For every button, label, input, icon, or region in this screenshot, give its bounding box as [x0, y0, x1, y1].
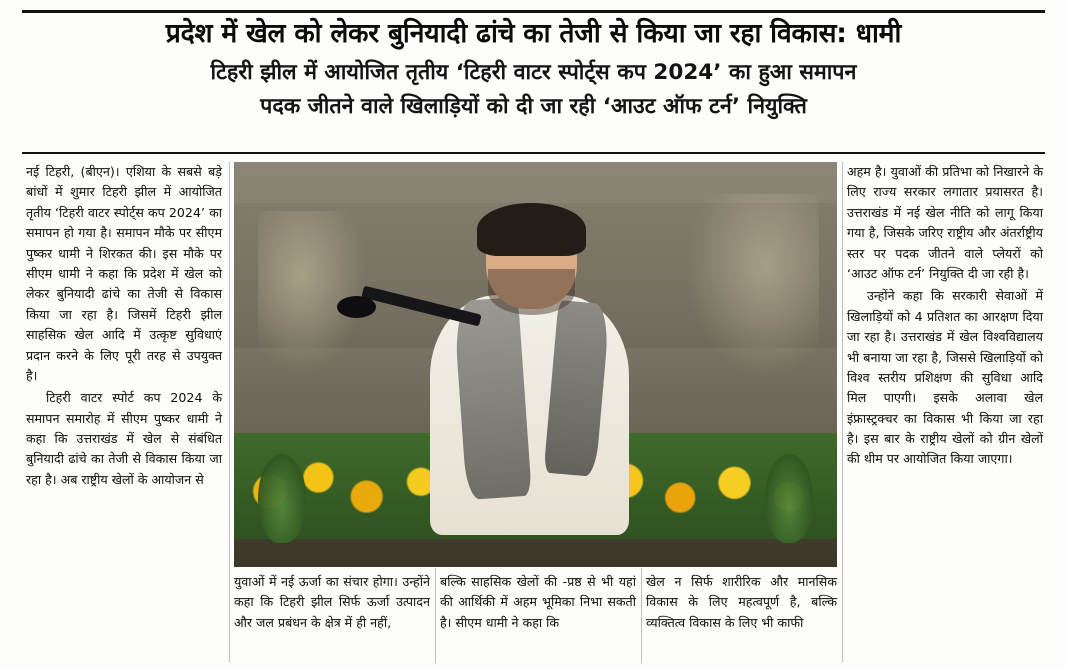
article-column-bottom-2	[440, 572, 636, 633]
column-divider	[435, 568, 436, 663]
photo-light-left	[258, 211, 367, 373]
page-title: प्रदेश में खेल को लेकर बुनियादी ढांचे का तेजी से किया जा रहा विकास: धामी	[165, 18, 902, 49]
column-divider	[229, 162, 230, 662]
column-divider	[842, 162, 843, 662]
photo-light-right	[686, 194, 819, 376]
headline-block	[22, 18, 1045, 121]
subheadline-2: पदक जीतने वाले खिलाड़ियों को दी जा रही ‘आउट ऑफ टर्न’ नियुक्ति	[260, 94, 807, 120]
article-column-right	[847, 162, 1043, 472]
top-divider	[22, 10, 1045, 13]
article-column-bottom-3	[646, 572, 837, 633]
photo-leaf	[258, 454, 306, 543]
subheadline-1: टिहरी झील में आयोजित तृतीय ‘टिहरी वाटर स्पोर्ट्स कप 2024’ का हुआ समापन	[210, 60, 857, 86]
photo-leaf	[765, 454, 813, 543]
paragraph: उन्होंने कहा कि सरकारी सेवाओं में खिलाड़ियों को 4 प्रतिशत का आरक्षण दिया जा रहा है। उत्तराखंड में खेल विश्वविद्यालय भी बनाया जा रहा है, जिससे खिलाड़ियों को विश्व स्तरीय प्रशिक्षण की सुविधा आदि मिल पाएगी। इसके अलावा खेल इंफ्रास्ट्रक्चर का विकास भी किया जा रहा है। इस बार के राष्ट्रीय खेलों को ग्रीन खेलों की थीम पर आयोजित किया जाएगा।	[847, 288, 1043, 467]
article-column-bottom-1	[234, 572, 430, 633]
photo-speaker-scarf	[453, 297, 532, 500]
microphone-head-icon	[337, 296, 376, 318]
paragraph: नई टिहरी, (बीएन)। एशिया के सबसे बड़े बांधों में शुमार टिहरी झील में आयोजित तृतीय ‘टिहरी वाटर स्पोर्ट्स कप 2024’ का समापन हो गया है। समापन मौके पर सीएम पुष्कर धामी ने शिरकत की। इस मौके पर सीएम धामी ने कहा कि प्रदेश में खेल को लेकर बुनियादी ढांचे का तेजी से विकास किया जा रहा है। जिसमें टिहरी झील साहसिक खेल आदि में उत्कृष्ट सुविधाएं प्रदान करने के लिए पूरी तरह से उपयुक्त है।	[26, 164, 222, 383]
paragraph: बल्कि साहसिक खेलों की -प्रष्ठ से भी यहां की आर्थिकी में अहम भूमिका निभा सकती है। सीएम धामी ने कहा कि	[440, 574, 636, 630]
paragraph: युवाओं में नई ऊर्जा का संचार होगा। उन्होंने कहा कि टिहरी झील सिर्फ ऊर्जा उत्पादन और जल प्रबंधन के क्षेत्र में ही नहीं,	[234, 574, 430, 630]
column-divider	[641, 568, 642, 663]
photo-speaker-hair	[477, 203, 586, 256]
paragraph: अहम है। युवाओं की प्रतिभा को निखारने के लिए राज्य सरकार लगातार प्रयासरत है। उत्तराखंड में नई खेल नीति को लागू किया गया है, जिसके जरिए राष्ट्रीय और अंतर्राष्ट्रीय स्तर पर पदक जीतने वाले प्लेयरों को ‘आउट ऑफ टर्न’ नियुक्ति दी जा रही है।	[847, 164, 1043, 281]
paragraph: टिहरी वाटर स्पोर्ट कप 2024 के समापन समारोह में सीएम पुष्कर धामी ने कहा कि उत्तराखंड में खेल से संबंधित बुनियादी ढांचे का तेजी से विकास किया जा रहा है। अब राष्ट्रीय खेलों के आयोजन से	[26, 390, 222, 487]
cm-speech-photo	[234, 162, 837, 567]
article-column-left	[26, 162, 222, 492]
photo-speaker	[421, 203, 638, 535]
paragraph: खेल न सिर्फ शारीरिक और मानसिक विकास के लिए महत्वपूर्ण है, बल्कि व्यक्तित्व विकास के लिए भी काफी	[646, 574, 837, 630]
headline-divider	[22, 152, 1045, 154]
